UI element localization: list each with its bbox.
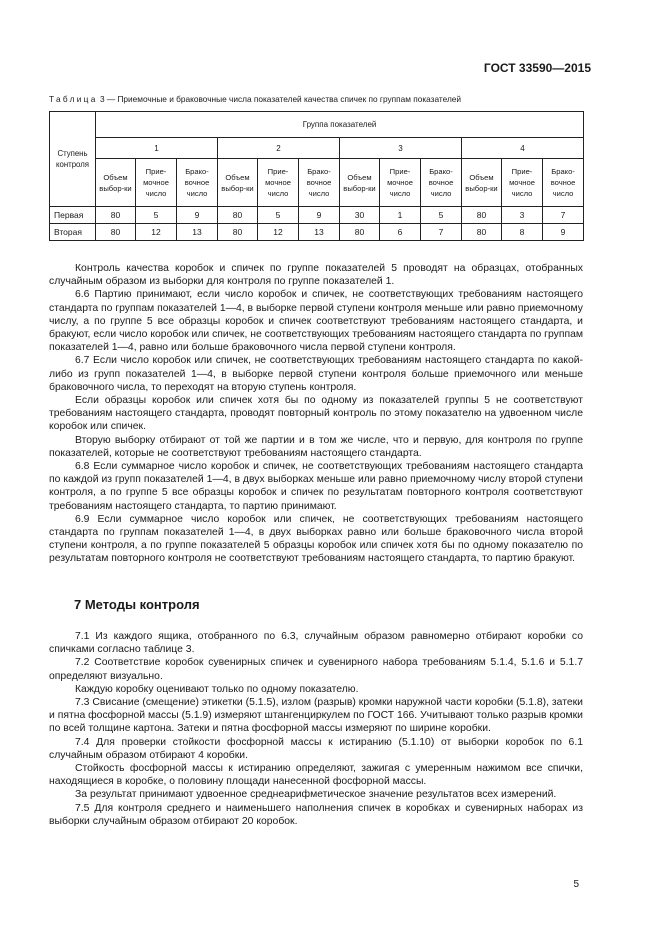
table-cell: 13 <box>177 224 218 241</box>
subcol-accept-number: Прие-мочное число <box>380 159 421 207</box>
table-caption-word: Таблица <box>49 94 98 104</box>
table-cell: 5 <box>421 207 462 224</box>
paragraph: Вторую выборку отбирают от той же партии и в том же числе, что и первую, для контроля по группе показателей, которые не соответствуют требованиям настоящего стандарта. <box>49 434 583 459</box>
body-text-top <box>49 262 583 566</box>
table-cell: 9 <box>299 207 340 224</box>
subcol-reject-number: Брако-вочное число <box>177 159 218 207</box>
paragraph: Если образцы коробок или спичек хотя бы по одному из показателей группы 5 не соответствуют требованиям настоящего стандарта, проводят повторный контроль по этому показателю на удвоенном числе коробок или спичек. <box>49 395 583 433</box>
table-row <box>50 224 584 241</box>
table-cell: 7 <box>543 207 584 224</box>
paragraph: 6.9 Если суммарное число коробок или спичек, не соответствующих требованиям настоящего стандарта по группам показателей 1—4, в двух выборках равно или больше браковочного числа второй ступени контроля, а по группе показателей 5 образцы коробок или спичек хотя бы по одному показателю по результатам повторного контроля не соответствуют требованиям настоящего стандарта, то партию бракуют. <box>49 513 583 565</box>
paragraph: 7.5 Для контроля среднего и наименьшего наполнения спичек в коробках и сувенирных наборах из выборки случайным образом отбирают 20 коробок. <box>49 802 583 827</box>
paragraph: 6.6 Партию принимают, если число коробок и спичек, не соответствующих требованиям настоящего стандарта по группам показателей 1—4, в выборке первой ступени контроля меньше или равно приемочному числу, а по группе 5 все образцы коробок и спичек соответствуют требованиям настоящего стандарта, и бракуют, если число коробок или спичек, не соответствующих требованиям настоящего стандарта по группам показателей 1—4, равно или больше браковочного числа первой ступени контроля. <box>49 289 583 354</box>
group-header: Группа показателей <box>96 112 584 138</box>
acceptance-table <box>49 111 584 241</box>
paragraph: Стойкость фосфорной массы к истиранию определяют, зажигая с умеренным нажимом все спички, находящиеся в коробке, о половину площади нанесенной фосфорной массы. <box>49 763 583 788</box>
table-row <box>50 207 584 224</box>
paragraph: 7.4 Для проверки стойкости фосфорной массы к истиранию (5.1.10) от выборки коробок по 6.1 случайным образом отбирают 4 коробки. <box>49 736 583 761</box>
document-id: ГОСТ 33590—2015 <box>483 61 591 75</box>
table-cell: 80 <box>218 224 258 241</box>
table-caption-text: 3 — Приемочные и браковочные числа показателей качества спичек по группам показателей <box>97 94 462 104</box>
row-stage: Первая <box>50 207 96 224</box>
table-cell: 7 <box>421 224 462 241</box>
page-number: 5 <box>573 879 579 890</box>
paragraph: 7.1 Из каждого ящика, отобранного по 6.3, случайным образом равномерно отбирают коробки со спичками согласно таблице 3. <box>49 631 583 656</box>
section-heading: 7 Методы контроля <box>74 597 200 612</box>
subcol-accept-number: Прие-мочное число <box>136 159 177 207</box>
paragraph: 7.2 Соответствие коробок сувенирных спичек и сувенирного набора требованиям 5.1.4, 5.1.6 и 5.1.7 определяют визуально. <box>49 657 583 682</box>
table-cell: 5 <box>136 207 177 224</box>
table-cell: 80 <box>96 207 136 224</box>
subcol-accept-number: Прие-мочное число <box>502 159 543 207</box>
table-cell: 9 <box>177 207 218 224</box>
table-cell: 5 <box>258 207 299 224</box>
subcol-sample-size: Объем выбор-ки <box>462 159 502 207</box>
group-number: 1 <box>96 138 218 159</box>
table-cell: 80 <box>462 207 502 224</box>
table-cell: 80 <box>340 224 380 241</box>
group-number: 3 <box>340 138 462 159</box>
subcol-reject-number: Брако-вочное число <box>543 159 584 207</box>
table-caption <box>49 94 609 104</box>
body-text-bottom <box>49 630 583 828</box>
paragraph: За результат принимают удвоенное среднеарифметическое значение результатов всех измерений. <box>75 789 557 801</box>
row-stage: Вторая <box>50 224 96 241</box>
table-cell: 80 <box>462 224 502 241</box>
subcol-sample-size: Объем выбор-ки <box>340 159 380 207</box>
table-cell: 80 <box>96 224 136 241</box>
table-cell: 13 <box>299 224 340 241</box>
table-cell: 12 <box>258 224 299 241</box>
paragraph: Контроль качества коробок и спичек по группе показателей 5 проводят на образцах, отобранных случайным образом из выборки для контроля по группе показателей 1. <box>49 263 583 288</box>
table-cell: 8 <box>502 224 543 241</box>
paragraph: 6.7 Если число коробок или спичек, не соответствующих требованиям настоящего стандарта по какой-либо из групп показателей 1—4, в выборке первой ступени контроля больше приемочного или меньше браковочного числа, то переходят на вторую ступень контроля. <box>49 355 583 393</box>
stage-column-header: Ступень контроля <box>50 112 96 207</box>
subcol-reject-number: Брако-вочное число <box>299 159 340 207</box>
table-cell: 12 <box>136 224 177 241</box>
subcol-sample-size: Объем выбор-ки <box>218 159 258 207</box>
group-number: 4 <box>462 138 584 159</box>
subcol-reject-number: Брако-вочное число <box>421 159 462 207</box>
table-cell: 9 <box>543 224 584 241</box>
table-cell: 30 <box>340 207 380 224</box>
subcol-sample-size: Объем выбор-ки <box>96 159 136 207</box>
paragraph: 6.8 Если суммарное число коробок и спичек, не соответствующих требованиям настоящего стандарта по каждой из групп показателей 1—4, в двух выборках меньше или равно приемочному числу второй ступени контроля, а по группе 5 все образцы коробок и спичек по результатам повторного контроля соответствуют требованиям настоящего стандарта, то партию принимают. <box>49 461 583 512</box>
paragraph: Каждую коробку оценивают только по одному показателю. <box>75 683 359 695</box>
subcol-accept-number: Прие-мочное число <box>258 159 299 207</box>
paragraph: 7.3 Свисание (смещение) этикетки (5.1.5), излом (разрыв) кромки наружной части коробки (5.1.8), затеки и пятна фосфорной массы (5.1.9) измеряют штангенциркулем по ГОСТ 166. Учитывают только разрыв кромки по всей толщине картона. Затеки и пятна фосфорной массы измеряют по ширине коробки. <box>49 697 583 735</box>
table-cell: 3 <box>502 207 543 224</box>
table-cell: 80 <box>218 207 258 224</box>
table-cell: 1 <box>380 207 421 224</box>
group-number: 2 <box>218 138 340 159</box>
table-cell: 6 <box>380 224 421 241</box>
